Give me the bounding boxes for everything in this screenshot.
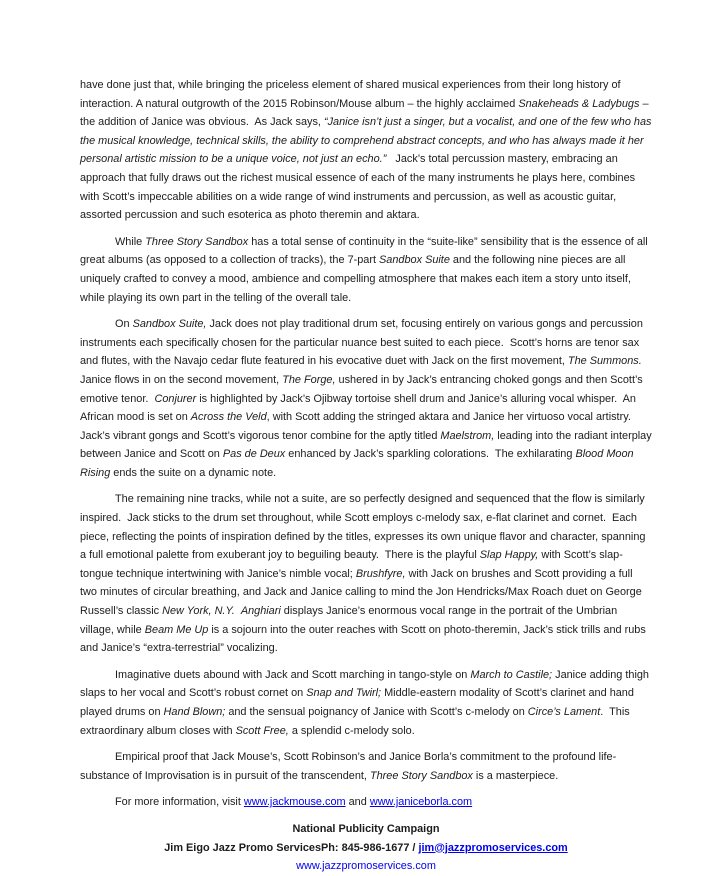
italic-text: Beam Me Up [144, 623, 209, 636]
italic-text: “Janice isn’t just a singer, but a vocalist, and one of the few who has the musical knowledge, technical skills, the ability to comprehend abstract concepts, and who has always made it her personal artistic mission to be a unique voice, not just an echo.” [80, 116, 655, 166]
text-run: and [345, 796, 370, 809]
text-run: leading into the radiant interplay between Janice and Scott on [80, 429, 655, 461]
italic-text: Blood Moon Rising [80, 448, 637, 479]
italic-text: March to Castile; [470, 668, 553, 681]
italic-text: Sandbox Suite [379, 254, 450, 267]
italic-text: Sandbox Suite, [132, 318, 207, 331]
jackmouse-link[interactable]: www.jackmouse.com [243, 796, 346, 809]
italic-text: Slap Happy, [479, 549, 539, 562]
paragraph-intro-continued [80, 76, 655, 225]
text-run: Empirical proof that Jack Mouse’s, Scott Robinson’s and Janice Borla’s commitment to the profound life-substance of Improvisation is in pursuit of the transcendent, [80, 751, 617, 782]
italic-text: Conjurer [154, 392, 197, 405]
text-run: , with Scott adding the stringed aktara and Janice her virtuoso vocal artistry. Jack’s vibrant gongs and Scott’s vigorous tenor combine for the aptly titled [80, 411, 637, 442]
italic-text: Across the Veld [190, 411, 267, 424]
italic-text: Three Story Sandbox [369, 769, 473, 782]
text-run: is highlighted by Jack’s Ojibway tortoise shell drum and Janice’s alluring vocal whisper. An African mood is set on [80, 392, 639, 424]
italic-text: Maelstrom, [440, 429, 495, 442]
italic-text: The Summons. [567, 355, 642, 368]
text-run: While [115, 235, 146, 248]
text-run: Janice adding thigh slaps to her vocal and Scott’s robust cornet on [80, 668, 653, 700]
text-run: Jim Eigo Jazz Promo ServicesPh: 845-986-1677 / [164, 841, 419, 854]
text-run: The remaining nine tracks, while not a suite, are so perfectly designed and sequenced that the flow is similarly inspired. Jack sticks to the drum set throughout, while Scott employs c-melody sax, e-flat clarinet and cornet. Each piece, reflecting the points of inspiration defined by the titles, expresses its own unique flavor and character, spanning a full emotional palette from exuberant joy to beguiling beauty. There is the playful [80, 493, 649, 562]
text-run: ushered in by Jack’s entrancing choked gongs and then Scott’s emotive tenor. [80, 373, 646, 405]
text-run: enhanced by Jack’s sparkling colorations. The exhilarating [285, 448, 576, 461]
italic-text: Anghiari [240, 605, 281, 618]
janiceborla-link[interactable]: www.janiceborla.com [369, 796, 473, 809]
text-run: with Scott’s slap-tongue technique intertwining with Janice’s nimble vocal; [80, 549, 623, 580]
text-run: Jack does not play traditional drum set, focusing entirely on various gongs and percussion instruments each specifically chosen for the particular nuance best suited to each piece. Scott’s horns are tenor sax and flutes, with the Navajo cedar flute featured in his evocative duet with Jack on the first movement, [80, 318, 646, 368]
italic-text: Three Story Sandbox [145, 235, 249, 248]
text-run: ends the suite on a dynamic note. [110, 466, 277, 479]
text-run: a splendid c-melody solo. [288, 724, 415, 737]
paragraph-more-info [80, 793, 652, 812]
italic-text: New York, N.Y. [162, 605, 235, 618]
text-run: . This extraordinary album closes with [80, 706, 633, 737]
italic-text: Hand Blown; [163, 706, 226, 718]
text-run: with Jack on brushes and Scott providing a full two minutes of circular breathing, and Jack and Janice calling to mind the Jon Hendricks/Max Roach duet on George Russell’s classic [80, 567, 645, 618]
text-run: is a sojourn into the outer reaches with Scott on photo-theremin, Jack’s stick trills and rubs and Janice’s “extra-terrestrial” vocalizing. [80, 623, 649, 655]
text-run: displays Janice’s enormous vocal range in the portrait of the Umbrian village, while [80, 605, 621, 636]
paragraph-sandbox-suite [80, 315, 655, 482]
italic-text: Pas de Deux [222, 448, 286, 461]
text-run: On [115, 318, 133, 331]
text-run: Middle-eastern modality of Scott’s clarinet and hand played drums on [80, 687, 637, 718]
contact-line [80, 839, 652, 858]
paragraph-conclusion [80, 748, 652, 785]
website-line [80, 857, 652, 876]
email-link[interactable]: jim@jazzpromoservices.com [418, 841, 568, 854]
text-run: and the sensual poignancy of Janice with Scott’s c-melody on [225, 706, 528, 718]
text-run: is a masterpiece. [472, 769, 559, 782]
text-run: – the addition of Janice was obvious. As Jack says, [80, 97, 652, 129]
jazzpromoservices-website-link[interactable]: www.jazzpromoservices.com [296, 860, 436, 873]
campaign-title [80, 820, 652, 839]
text-run: has a total sense of continuity in the “suite-like” sensibility that is the essence of all great albums (as opposed to a collection of tracks), the 7-part [80, 235, 651, 267]
text-run: Imaginative duets abound with Jack and Scott marching in tango-style on [115, 668, 471, 681]
paragraph-suite-continuity [80, 233, 652, 307]
paragraph-duets [80, 666, 652, 740]
paragraph-remaining-tracks [80, 490, 652, 657]
italic-text: Snakeheads & Ladybugs [518, 97, 640, 110]
text-run: Jack’s total percussion mastery, embracing an approach that fully draws out the richest musical essence of each of the many instruments he plays here, combines with Scott’s impeccable abilities on a wide range of wind instruments and percussion, as well as acoustic guitar, assorted percussion and such esoterica as photo theremin and aktara. [80, 153, 639, 222]
italic-text: Circe’s Lament [527, 706, 601, 718]
text-run: Janice flows in on the second movement, [80, 355, 648, 386]
document-body [80, 76, 655, 876]
italic-text: Scott Free, [235, 724, 289, 737]
italic-text: The Forge, [282, 373, 336, 386]
text-run: and the following nine pieces are all uniquely crafted to convey a mood, ambience and compelling atmosphere that makes each item a story unto itself, while playing its own part in the telling of the overall tale. [80, 254, 634, 304]
italic-text: Brushfyre, [355, 567, 406, 580]
text-run: have done just that, while bringing the priceless element of shared musical experiences from their long history of interaction. A natural outgrowth of the 2015 Robinson/Mouse album – the highly acclaimed [80, 79, 624, 110]
text-run: For more information, visit [115, 796, 244, 809]
text-run: National Publicity Campaign [292, 822, 440, 835]
italic-text: Snap and Twirl; [306, 687, 382, 700]
